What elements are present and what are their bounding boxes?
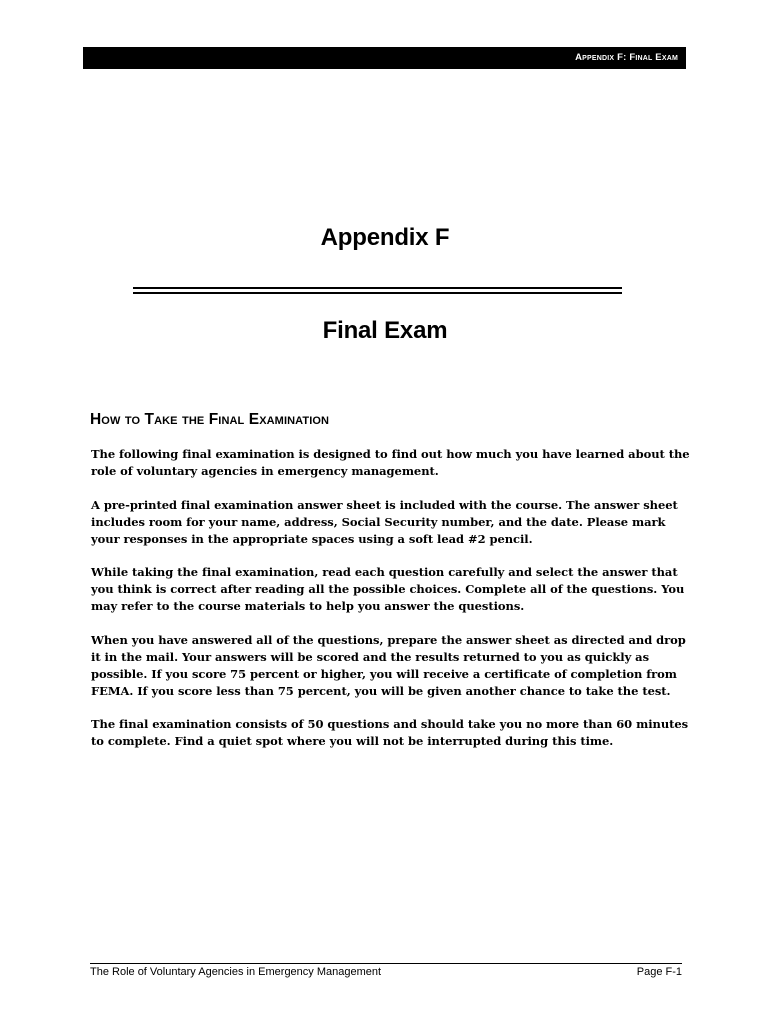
paragraph-scoring: When you have answered all of the questions, prepare the answer sheet as directed and drop it in the mail. Your answers will be scored and the results returned to you as quickly as possible. If you score 75 percent or higher, you will receive a certificate of completion from FEMA. If you score less than 75 percent, you will be given another chance to take the test. [91,632,686,698]
paragraph-answer-sheet: A pre-printed final examination answer sheet is included with the course. The answer sheet includes room for your name, address, Social Security number, and the date. Please mark your responses in the appropriate spaces using a soft lead #2 pencil. [91,497,678,546]
title-double-rule [133,287,622,294]
paragraph-taking-exam: While taking the final examination, read each question carefully and select the answer that you think is correct after reading all the possible choices. Complete all of the questions. You may refer to the course materials to help you answer the questions. [91,565,685,613]
footer-course-title: The Role of Voluntary Agencies in Emergency Management [90,966,382,978]
appendix-subtitle: Final Exam [322,317,448,344]
running-header-title: Appendix F: Final Exam [575,52,678,63]
footer-rule [90,963,682,964]
paragraph-purpose: The following final examination is designed to find out how much you have learned about the role of voluntary agencies in emergency management. [91,447,690,478]
running-header-bar [83,47,686,69]
section-heading: How to Take the Final Examination [90,411,330,428]
instructions-body [91,446,691,767]
appendix-title: Appendix F [320,224,450,251]
footer-page-number: Page F-1 [636,966,682,978]
paragraph-exam-length: The final examination consists of 50 questions and should take you no more than 60 minutes to complete. Find a quiet spot where you will not be interrupted during this time. [91,717,689,748]
